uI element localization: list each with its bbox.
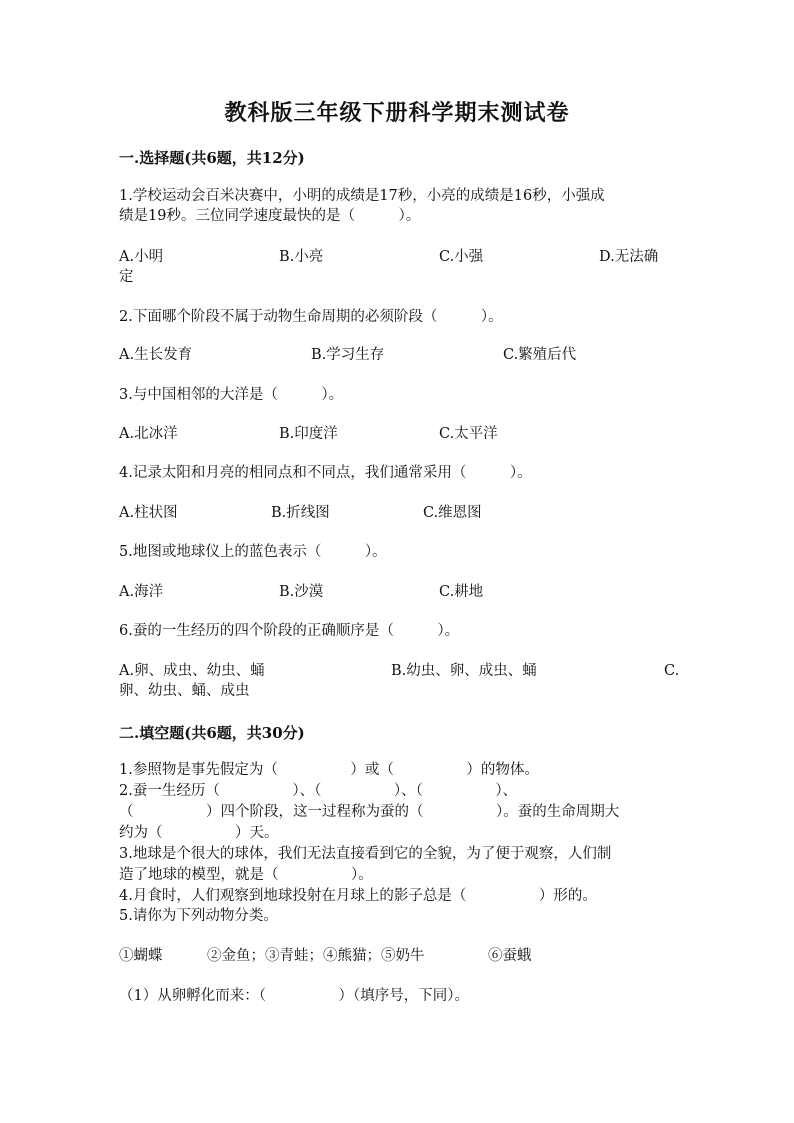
q6-option-c: C. [664,663,680,679]
fill-line-8: 5.请你为下列动物分类。 [119,908,278,924]
fill-line-3: （ ）四个阶段，这一过程称为蚕的（ ）。蚕的生命周期大 [119,804,620,820]
fill-line-7: 4.月食时，人们观察到地球投射在月球上的影子总是（ ）形的。 [119,888,597,904]
q5-option-a: A.海洋 [119,584,164,600]
fill-line-4: 约为（ ）天。 [119,825,279,841]
question-2: 2.下面哪个阶段不属于动物生命周期的必须阶段（ ）。 [119,309,503,325]
q4-option-a: A.柱状图 [119,505,178,521]
q2-option-c: C.繁殖后代 [503,347,577,363]
q3-option-c: C.太平洋 [439,426,498,442]
fill-line-2: 2.蚕一生经历（ ）、（ ）、（ ）、 [119,783,518,799]
q2-option-a: A.生长发育 [119,347,193,363]
question-3: 3.与中国相邻的大洋是（ ）。 [119,387,344,403]
q5-option-b: B.沙漠 [279,584,324,600]
q2-option-b: B.学习生存 [311,347,385,363]
fill-line-1: 1.参照物是事先假定为（ ）或（ ）的物体。 [119,762,539,778]
fill-line-6: 造了地球的模型，就是（ ）。 [119,867,373,883]
exam-title: 教科版三年级下册科学期末测试卷 [224,100,570,126]
q1-option-d: D.无法确 [599,249,659,265]
q5-option-c: C.耕地 [439,584,484,600]
q3-option-a: A.北冰洋 [119,426,178,442]
q6-option-a: A.卵、成虫、幼虫、蛹 [119,663,265,679]
q1-option-a: A.小明 [119,249,164,265]
section-heading-choice: 一.选择题(共6题，共12分) [119,149,305,167]
q1-option-b: B.小亮 [279,249,324,265]
question-6: 6.蚕的一生经历的四个阶段的正确顺序是（ ）。 [119,623,460,639]
q4-option-b: B.折线图 [271,505,330,521]
question-4: 4.记录太阳和月亮的相同点和不同点，我们通常采用（ ）。 [119,465,532,481]
section-heading-fill: 二.填空题(共6题，共30分) [119,724,305,742]
question-1-line-1: 1.学校运动会百米决赛中，小明的成绩是17秒，小亮的成绩是16秒，小强成 [119,188,605,204]
q3-option-b: B.印度洋 [279,426,338,442]
q6-option-b: B.幼虫、卵、成虫、蛹 [391,663,537,679]
animal-item-6: ⑥蚕蛾 [488,948,532,964]
q6-option-c-wrap: 卵、幼虫、蛹、成虫 [119,683,250,699]
question-5: 5.地图或地球仪上的蓝色表示（ ）。 [119,544,387,560]
q4-option-c: C.维恩图 [423,505,482,521]
animal-item-1: ①蝴蝶 [119,948,163,964]
q1-option-c: C.小强 [439,249,484,265]
fill-line-5: 3.地球是个很大的球体，我们无法直接看到它的全貌，为了便于观察，人们制 [119,846,612,862]
sub-question-1: （1）从卵孵化而来：（ ）（填序号，下同）。 [119,988,469,1004]
q1-option-d-wrap: 定 [119,269,134,285]
animal-items-2-5: ②金鱼；③青蛙；④熊猫；⑤奶牛 [207,948,425,964]
question-1-line-2: 绩是19秒。三位同学速度最快的是（ ）。 [119,208,421,224]
